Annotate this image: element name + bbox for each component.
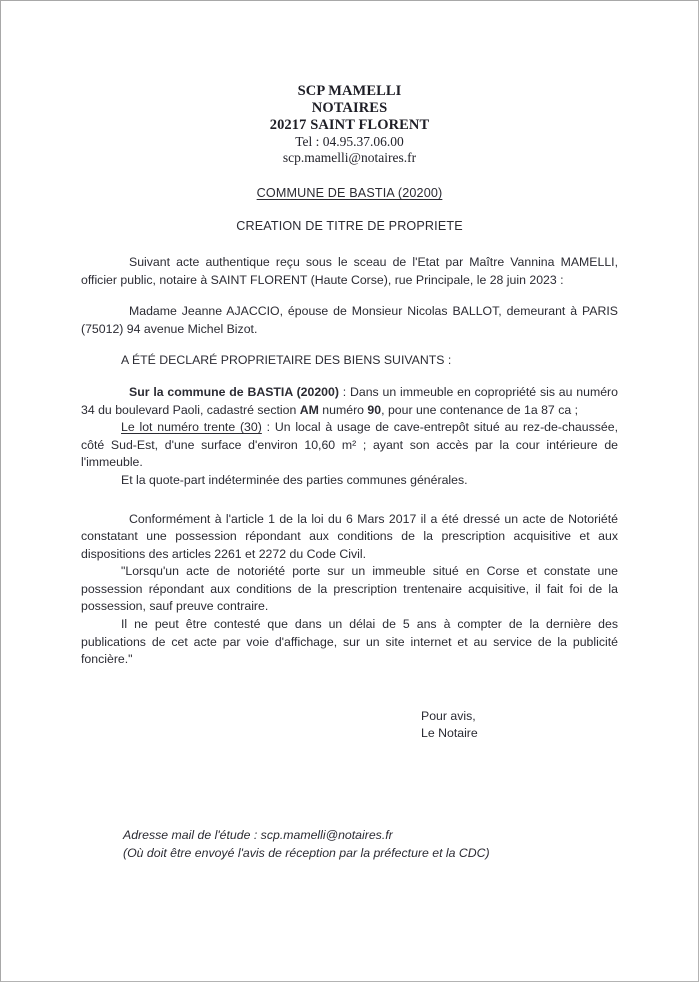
paragraph-common-share: Et la quote-part indéterminée des parties communes générales. — [121, 472, 468, 487]
footer-note — [81, 827, 618, 863]
paragraph-legal-quote-1: "Lorsqu'un acte de notoriété porte sur un immeuble situé en Corse et constate une possession répondant aux conditions de la prescription trentenaire acquisitive, il fait foi de la possession, sauf preuve contraire. — [81, 564, 618, 614]
spacer — [81, 200, 618, 219]
spacer — [81, 233, 618, 254]
property-parcel-number: 90 — [367, 402, 382, 417]
paragraph-property — [81, 384, 618, 419]
paragraph-lot — [81, 419, 618, 472]
paragraph-owner: Madame Jeanne AJACCIO, épouse de Monsieur Nicolas BALLOT, demeurant à PARIS (75012) 94 avenue Michel Bizot. — [81, 304, 618, 336]
footer-recipient-line: (Où doit être envoyé l'avis de réception par la préfecture et la CDC) — [123, 845, 490, 860]
property-area: , pour une contenance de 1a 87 ca ; — [381, 402, 579, 417]
spacer — [81, 490, 618, 511]
document-body — [81, 254, 618, 862]
lot-description: : Un local à usage de cave-entrepôt situé au rez-de-chaussée, côté Sud-Est, d'une surface d'environ 10,60 m² ; ayant son accès par la cour intérieure de l'immeuble. — [81, 420, 618, 470]
spacer — [81, 669, 618, 690]
footer-email-line: Adresse mail de l'étude : scp.mamelli@notaires.fr — [123, 827, 393, 842]
property-commune-label: Sur la commune de BASTIA (20200) — [129, 385, 339, 400]
signature-block — [81, 708, 618, 743]
signature-line-pour-avis: Pour avis, — [421, 708, 476, 723]
letterhead-email: scp.mamelli@notaires.fr — [282, 150, 417, 166]
property-description: : Dans un immeuble en copropriété sis au numéro 34 du boulevard Paoli, cadastré section — [81, 385, 618, 417]
title-commune: COMMUNE DE BASTIA (20200) — [256, 186, 443, 201]
letterhead-firm-name: SCP MAMELLI — [297, 83, 402, 99]
paragraph-declaration: A ÉTÉ DECLARÉ PROPRIETAIRE DES BIENS SUIVANTS : — [121, 353, 452, 368]
letterhead-profession: NOTAIRES — [311, 100, 388, 117]
spacer — [81, 690, 618, 708]
paragraph-deed-origin: Suivant acte authentique reçu sous le sceau de l'Etat par Maître Vannina MAMELLI, officier public, notaire à SAINT FLORENT (Haute Corse), rue Principale, le 28 juin 2023 : — [81, 255, 618, 287]
letterhead-phone: Tel : 04.95.37.06.00 — [295, 134, 404, 150]
signature-line-le-notaire: Le Notaire — [421, 726, 478, 741]
spacer — [81, 289, 618, 303]
page-content-area — [1, 1, 698, 981]
property-cadastral-section: AM — [299, 402, 319, 417]
letterhead-city: 20217 SAINT FLORENT — [269, 117, 430, 134]
paragraph-notoriety: Conformément à l'article 1 de la loi du 6 Mars 2017 il a été dressé un acte de Notoriété constatant une possession répondant aux conditions de la prescription acquisitive et aux dispositions des articles 2261 et 2272 du Code Civil. — [81, 511, 618, 561]
letterhead — [81, 83, 618, 166]
paragraph-legal-quote-2: Il ne peut être contesté que dans un délai de 5 ans à compter de la dernière des publications de cet acte par voie d'affichage, sur un site internet et au service de la publicité foncière." — [81, 617, 618, 667]
lot-heading: Le lot numéro trente (30) — [121, 420, 262, 435]
spacer — [81, 370, 618, 384]
spacer — [81, 338, 618, 352]
property-number-label: numéro — [318, 402, 368, 417]
title-subject: CREATION DE TITRE DE PROPRIETE — [236, 219, 463, 234]
spacer — [81, 743, 618, 827]
